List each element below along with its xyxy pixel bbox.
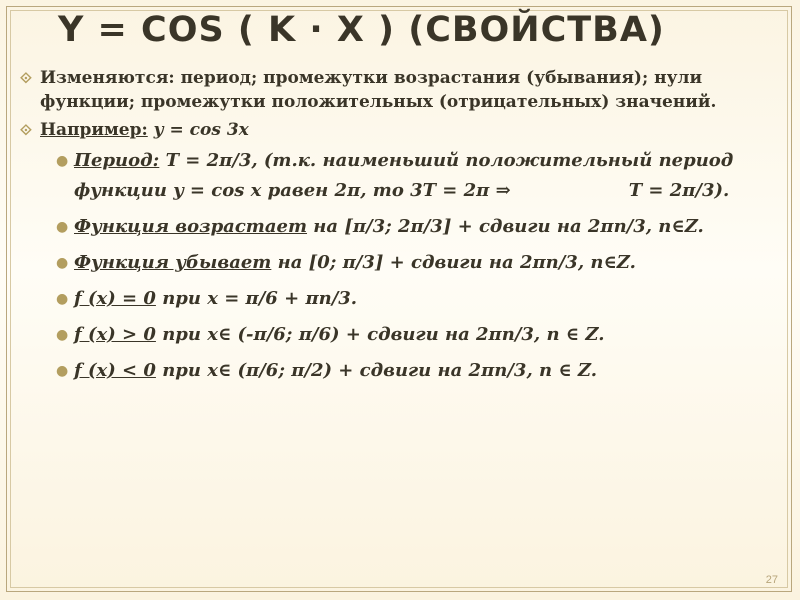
example-formula: y = cos 3x: [147, 120, 249, 140]
sub-bullet-increasing: [18, 212, 778, 242]
circle-bullet-icon: ●: [56, 153, 69, 169]
example-label: Например:: [40, 120, 148, 140]
negative-label: f (x) < 0: [74, 360, 156, 381]
circle-bullet-icon: ●: [56, 327, 69, 343]
decreasing-label: Функция убывает: [74, 252, 272, 273]
hollow-arrow-icon: ⟐: [20, 121, 32, 139]
page-number: 27: [765, 574, 778, 586]
positive-label: f (x) > 0: [74, 324, 156, 345]
period-text: T = 2π/3, (т.к. наименьший положительный период функции y = cos x равен 2π, то 3T = 2π ⇒: [74, 150, 734, 201]
sub-bullet-zeros: [18, 284, 778, 314]
period-result: T = 2π/3).: [628, 180, 730, 201]
period-label: Период:: [74, 150, 160, 171]
bullet-example: [18, 118, 778, 142]
decreasing-text: на [0; π/3] + сдвиги на 2πn/3, n∈Z.: [271, 252, 636, 273]
slide-title: Y = COS ( K · X ) (СВОЙСТВА): [58, 10, 665, 50]
increasing-text: на [π/3; 2π/3] + сдвиги на 2πn/3, n∈Z.: [307, 216, 704, 237]
circle-bullet-icon: ●: [56, 255, 69, 271]
bullet-changes: [18, 66, 778, 114]
bullet-changes-text: Изменяются: период; промежутки возрастания (убывания); нули функции; промежутки положительных (отрицательных) значений.: [40, 68, 717, 112]
circle-bullet-icon: ●: [56, 219, 69, 235]
increasing-label: Функция возрастает: [74, 216, 308, 237]
slide-body: [18, 66, 778, 392]
sub-bullet-period: [18, 146, 778, 206]
sub-bullet-decreasing: [18, 248, 778, 278]
circle-bullet-icon: ●: [56, 363, 69, 379]
positive-text: при x∈ (-π/6; π/6) + сдвиги на 2πn/3, n ∈ Z.: [155, 324, 605, 345]
hollow-arrow-icon: ⟐: [20, 69, 32, 87]
zeros-label: f (x) = 0: [74, 288, 156, 309]
zeros-text: при x = π/6 + πn/3.: [155, 288, 358, 309]
circle-bullet-icon: ●: [56, 291, 69, 307]
negative-text: при x∈ (π/6; π/2) + сдвиги на 2πn/3, n ∈ Z.: [155, 360, 598, 381]
sub-bullet-positive: [18, 320, 778, 350]
sub-bullet-negative: [18, 356, 778, 386]
